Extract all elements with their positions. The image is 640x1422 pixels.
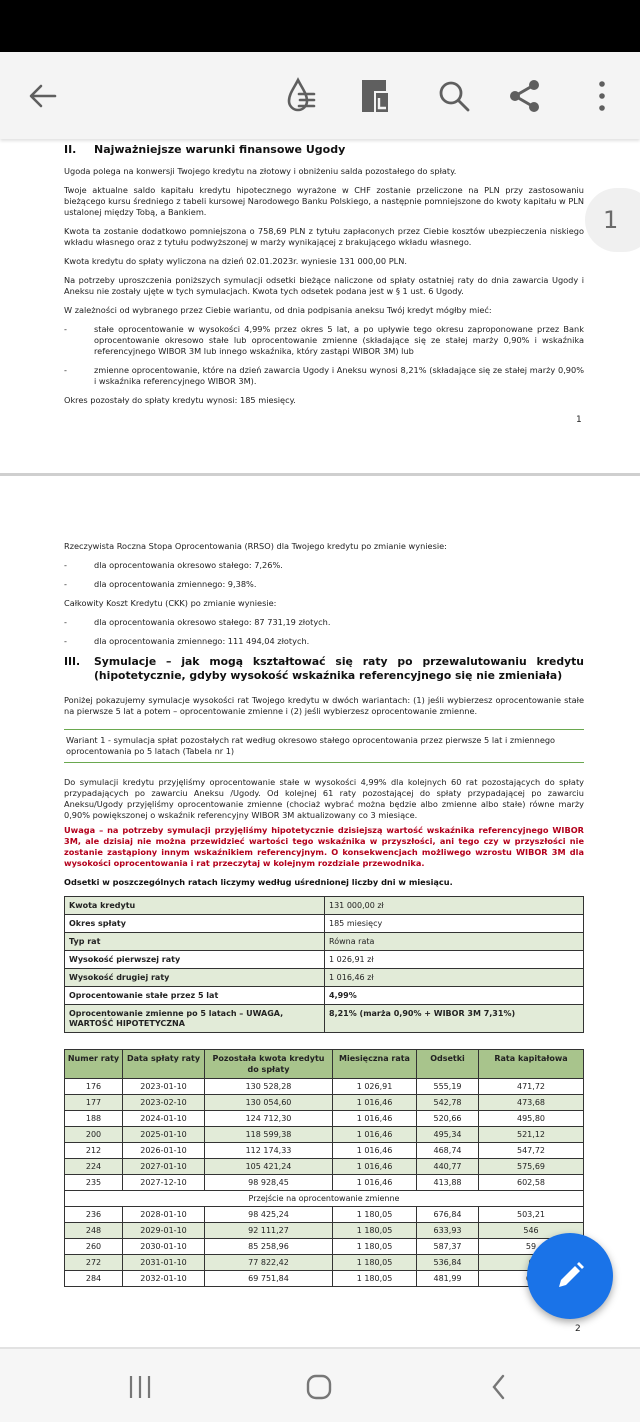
section-number: III. bbox=[64, 655, 81, 668]
table-cell: 2027-12-10 bbox=[123, 1175, 205, 1191]
table-cell: 633,93 bbox=[417, 1223, 479, 1239]
table-cell: 602,58 bbox=[479, 1175, 584, 1191]
column-header: Data spłaty raty bbox=[123, 1050, 205, 1079]
section-ii-heading bbox=[64, 143, 584, 157]
summary-label: Okres spłaty bbox=[65, 915, 325, 933]
summary-label: Oprocentowanie zmienne po 5 latach – UWAGA, WARTOŚĆ HIPOTETYCZNA bbox=[65, 1005, 325, 1033]
table-cell: 1 016,46 bbox=[333, 1127, 417, 1143]
summary-value: Równa rata bbox=[325, 933, 584, 951]
table-row bbox=[65, 933, 584, 951]
table-row bbox=[65, 969, 584, 987]
column-header: Pozostała kwota kredytu do spłaty bbox=[205, 1050, 333, 1079]
column-header: Odsetki bbox=[417, 1050, 479, 1079]
table-cell: 542,78 bbox=[417, 1095, 479, 1111]
table-cell: 471,72 bbox=[479, 1079, 584, 1095]
table-cell: 130 054,60 bbox=[205, 1095, 333, 1111]
summary-label: Typ rat bbox=[65, 933, 325, 951]
table-cell: 236 bbox=[65, 1207, 123, 1223]
table-cell: 85 258,96 bbox=[205, 1239, 333, 1255]
table-cell: 2030-01-10 bbox=[123, 1239, 205, 1255]
table-cell: 112 174,33 bbox=[205, 1143, 333, 1159]
system-navigation-bar bbox=[0, 1347, 640, 1422]
list-item: - stałe oprocentowanie w wysokości 4,99% przez okres 5 lat, a po upływie tego okresu zaproponowane przez Bank oprocentowanie okresowo stałe lub oprocentowanie zmienne (składające się ze stałej marży 0,90% i wskaźnika referencyjnego WIBOR 3M lub innego wskaźnika, który zastąpi WIBOR 3M) lub bbox=[64, 324, 584, 356]
table-cell: 200 bbox=[65, 1127, 123, 1143]
table-row bbox=[65, 1127, 584, 1143]
column-header: Numer raty bbox=[65, 1050, 123, 1079]
table-cell: 521,12 bbox=[479, 1127, 584, 1143]
search-icon[interactable] bbox=[432, 74, 476, 118]
repayment-schedule-table bbox=[64, 1049, 584, 1287]
table-cell: 248 bbox=[65, 1223, 123, 1239]
app-bar bbox=[0, 52, 640, 139]
table-row bbox=[65, 1207, 584, 1223]
table-cell: 2031-01-10 bbox=[123, 1255, 205, 1271]
table-cell: 235 bbox=[65, 1175, 123, 1191]
table-cell: 413,88 bbox=[417, 1175, 479, 1191]
table-row bbox=[65, 897, 584, 915]
summary-value: 131 000,00 zł bbox=[325, 897, 584, 915]
interest-note: Odsetki w poszczególnych ratach liczymy według uśrednionej liczby dni w miesiącu. bbox=[64, 877, 453, 887]
loan-summary-table bbox=[64, 896, 584, 1033]
paragraph: Kwota kredytu do spłaty wyliczona na dzień 02.01.2023r. wyniesie 131 000,00 PLN. bbox=[64, 256, 407, 266]
wariant-1-caption: Wariant 1 - symulacja spłat pozostałych rat według okresowo stałego oprocentowania przez pierwsze 5 lat i zmiennego oprocentowania po 5 latach (Tabela nr 1) bbox=[64, 729, 584, 763]
summary-value: 8,21% (marża 0,90% + WIBOR 3M 7,31%) bbox=[325, 1005, 584, 1033]
table-cell: 520,66 bbox=[417, 1111, 479, 1127]
warning-paragraph: Uwaga – na potrzeby symulacji przyjęliśmy hipotetycznie dzisiejszą wartość wskaźnika referencyjnego WIBOR 3M, ale dzisiaj nie można przewidzieć wartości tego wskaźnika w przyszłości, ani tego czy w przyszłości nie zostanie zastąpiony innym wskaźnikiem referencyjnym. O konsekwencjach możliwego wzrostu WIBOR 3M dla wysokości oprocentowania i rat przeczytaj w kolejnym rozdziale przewodnika. bbox=[64, 825, 584, 868]
table-cell: 575,69 bbox=[479, 1159, 584, 1175]
list-item-text: dla oprocentowania zmiennego: 111 494,04 złotych. bbox=[94, 636, 310, 646]
table-cell: 2028-01-10 bbox=[123, 1207, 205, 1223]
list-item-text: zmienne oprocentowanie, które na dzień zawarcia Ugody i Aneksu wynosi 8,21% (składające się ze stałej marży 0,90% i wskaźnika referencyjnego WIBOR 3M). bbox=[94, 365, 584, 386]
table-cell: 2025-01-10 bbox=[123, 1127, 205, 1143]
share-icon[interactable] bbox=[503, 74, 547, 118]
table-cell: 98 425,24 bbox=[205, 1207, 333, 1223]
section-title: Symulacje – jak mogą kształtować się raty po przewalutowaniu kredytu (hipotetycznie, gdyby wysokość wskaźnika referencyjnego się nie zmieniała) bbox=[94, 655, 584, 682]
table-cell: 1 016,46 bbox=[333, 1143, 417, 1159]
table-cell: 503,21 bbox=[479, 1207, 584, 1223]
page-number: 2 bbox=[575, 1324, 581, 1334]
table-row bbox=[65, 1223, 584, 1239]
table-cell: 69 751,84 bbox=[205, 1271, 333, 1287]
page-indicator-number: 1 bbox=[603, 206, 619, 234]
table-row bbox=[65, 1143, 584, 1159]
pencil-icon bbox=[553, 1259, 587, 1293]
summary-value: 1 016,46 zł bbox=[325, 969, 584, 987]
table-cell: 124 712,30 bbox=[205, 1111, 333, 1127]
table-cell: 59 bbox=[479, 1239, 584, 1255]
list-item-text: dla oprocentowania okresowo stałego: 7,26%. bbox=[94, 560, 283, 570]
table-cell: 676,84 bbox=[417, 1207, 479, 1223]
simulation-intro: Poniżej pokazujemy symulacje wysokości rat Twojego kredytu w dwóch wariantach: (1) jeśli wybierzesz oprocentowanie stałe na pierwsze 5 lat a potem – oprocentowanie zmienne i (2) jeśli wybierzesz oprocentowanie zmienne. bbox=[64, 695, 584, 716]
table-header-row bbox=[65, 1050, 584, 1079]
paragraph: Kwota ta zostanie dodatkowo pomniejszona o 758,69 PLN z tytułu zapłaconych przez Ciebie kosztów ubezpieczenia niskiego wkładu własnego oraz z tytułu podwyższonej w marży wynikającej z brakującego wkładu własnego. bbox=[64, 226, 584, 247]
table-cell: 98 928,45 bbox=[205, 1175, 333, 1191]
table-row bbox=[65, 1079, 584, 1095]
table-row bbox=[65, 1271, 584, 1287]
table-cell: 2027-01-10 bbox=[123, 1159, 205, 1175]
paragraph: Okres pozostały do spłaty kredytu wynosi: 185 miesięcy. bbox=[64, 395, 296, 405]
summary-label: Kwota kredytu bbox=[65, 897, 325, 915]
table-cell: 495,80 bbox=[479, 1111, 584, 1127]
table-cell: 2023-02-10 bbox=[123, 1095, 205, 1111]
table-cell: 188 bbox=[65, 1111, 123, 1127]
table-cell: 468,74 bbox=[417, 1143, 479, 1159]
table-cell: 1 180,05 bbox=[333, 1271, 417, 1287]
document-page-1 bbox=[0, 139, 640, 473]
table-cell: 284 bbox=[65, 1271, 123, 1287]
table-cell: 2029-01-10 bbox=[123, 1223, 205, 1239]
edit-fab-button[interactable] bbox=[527, 1233, 613, 1319]
table-cell: 1 016,46 bbox=[333, 1095, 417, 1111]
summary-label: Wysokość drugiej raty bbox=[65, 969, 325, 987]
ckk-intro: Całkowity Koszt Kredytu (CKK) po zmianie wyniesie: bbox=[64, 598, 277, 608]
back-arrow-icon[interactable] bbox=[21, 74, 65, 118]
table-cell: 481,99 bbox=[417, 1271, 479, 1287]
column-header: Rata kapitałowa bbox=[479, 1050, 584, 1079]
page-2-content bbox=[64, 541, 584, 1287]
page-indicator-badge bbox=[585, 188, 640, 252]
table-cell: 130 528,28 bbox=[205, 1079, 333, 1095]
table-cell: 92 111,27 bbox=[205, 1223, 333, 1239]
table-cell: 1 180,05 bbox=[333, 1239, 417, 1255]
list-item: - dla oprocentowania okresowo stałego: 87 731,19 złotych. bbox=[64, 617, 584, 628]
table-cell: 212 bbox=[65, 1143, 123, 1159]
section-number: II. bbox=[64, 143, 77, 156]
recent-apps-icon[interactable] bbox=[118, 1369, 162, 1405]
summary-label: Wysokość pierwszej raty bbox=[65, 951, 325, 969]
paragraph: Na potrzeby uproszczenia poniższych symulacji odsetki bieżące naliczone od spłaty ostatniej raty do dnia zawarcia Ugody i Aneksu nie zostały ujęte w tych symulacjach. Kwota tych odsetek podana jest w § 1 ust. 6 Ugody. bbox=[64, 275, 584, 296]
document-page-2 bbox=[0, 476, 640, 1347]
table-cell: 105 421,24 bbox=[205, 1159, 333, 1175]
list-item-text: dla oprocentowania okresowo stałego: 87 731,19 złotych. bbox=[94, 617, 331, 627]
table-row bbox=[65, 915, 584, 933]
table-row bbox=[65, 987, 584, 1005]
table-cell: 473,68 bbox=[479, 1095, 584, 1111]
summary-value: 4,99% bbox=[325, 987, 584, 1005]
page-1-content bbox=[64, 143, 584, 414]
table-row bbox=[65, 1159, 584, 1175]
schedule-body bbox=[65, 1079, 584, 1287]
section-iii-heading bbox=[64, 655, 584, 683]
more-options-icon[interactable] bbox=[580, 74, 624, 118]
table-cell: 1 016,46 bbox=[333, 1111, 417, 1127]
rrso-intro: Rzeczywista Roczna Stopa Oprocentowania (RRSO) dla Twojego kredytu po zmianie wyniesie: bbox=[64, 541, 447, 551]
summary-value: 1 026,91 zł bbox=[325, 951, 584, 969]
table-cell: 177 bbox=[65, 1095, 123, 1111]
summary-value: 185 miesięcy bbox=[325, 915, 584, 933]
status-bar bbox=[0, 0, 640, 52]
list-item-text: dla oprocentowania zmiennego: 9,38%. bbox=[94, 579, 257, 589]
list-item: - dla oprocentowania zmiennego: 111 494,04 złotych. bbox=[64, 636, 584, 647]
table-cell: 495,34 bbox=[417, 1127, 479, 1143]
table-cell: 587,37 bbox=[417, 1239, 479, 1255]
table-row bbox=[65, 1175, 584, 1191]
table-row bbox=[65, 1239, 584, 1255]
table-cell: 176 bbox=[65, 1079, 123, 1095]
table-cell: 2032-01-10 bbox=[123, 1271, 205, 1287]
table-row bbox=[65, 1111, 584, 1127]
table-row bbox=[65, 1255, 584, 1271]
table-cell: 536,84 bbox=[417, 1255, 479, 1271]
table-cell: 1 180,05 bbox=[333, 1207, 417, 1223]
list-item: - dla oprocentowania zmiennego: 9,38%. bbox=[64, 579, 584, 590]
table-cell: 260 bbox=[65, 1239, 123, 1255]
transition-row bbox=[65, 1191, 584, 1207]
table-cell: 440,77 bbox=[417, 1159, 479, 1175]
table-row bbox=[65, 1005, 584, 1033]
table-cell: 2023-01-10 bbox=[123, 1079, 205, 1095]
column-header: Miesięczna rata bbox=[333, 1050, 417, 1079]
page-layout-icon[interactable] bbox=[353, 74, 397, 118]
table-row bbox=[65, 1095, 584, 1111]
summary-label: Oprocentowanie stałe przez 5 lat bbox=[65, 987, 325, 1005]
table-cell: 2026-01-10 bbox=[123, 1143, 205, 1159]
list-item: - dla oprocentowania okresowo stałego: 7,26%. bbox=[64, 560, 584, 571]
table-cell: 555,19 bbox=[417, 1079, 479, 1095]
table-cell: 1 026,91 bbox=[333, 1079, 417, 1095]
table-cell: 1 180,05 bbox=[333, 1255, 417, 1271]
list-item: - zmienne oprocentowanie, które na dzień zawarcia Ugody i Aneksu wynosi 8,21% (składające się ze stałej marży 0,90% i wskaźnika referencyjnego WIBOR 3M). bbox=[64, 365, 584, 386]
paragraph: Ugoda polega na konwersji Twojego kredytu na złotowy i obniżeniu salda pozostałego do spłaty. bbox=[64, 166, 457, 176]
table-cell: 546 bbox=[479, 1223, 584, 1239]
table-cell: 2024-01-10 bbox=[123, 1111, 205, 1127]
home-icon[interactable] bbox=[297, 1369, 341, 1405]
section-title: Najważniejsze warunki finansowe Ugody bbox=[94, 143, 346, 156]
back-icon[interactable] bbox=[477, 1369, 521, 1405]
table-cell: 1 016,46 bbox=[333, 1159, 417, 1175]
assumption-paragraph: Do symulacji kredytu przyjęliśmy oprocentowanie stałe w wysokości 4,99% dla kolejnych 60 rat pozostających do spłaty przypadających po zawarciu Aneksu /Ugody. Od kolejnej 61 raty pozostającej do spłaty przypadającej po zawarciu Aneksu/Ugody przyjęliśmy oprocentowanie zmienne (chociaż wybrać można będzie albo zmienne albo stałe) równe marży 0,90% powiększonej o wskaźnik referencyjny WIBOR 3M aktualizowany co 3 miesiące. bbox=[64, 777, 584, 820]
table-row bbox=[65, 951, 584, 969]
table-cell: 118 599,38 bbox=[205, 1127, 333, 1143]
table-cell: 77 822,42 bbox=[205, 1255, 333, 1271]
table-cell: 547,72 bbox=[479, 1143, 584, 1159]
paragraph: W zależności od wybranego przez Ciebie wariantu, od dnia podpisania aneksu Twój kredyt mógłby mieć: bbox=[64, 305, 492, 315]
paragraph: Twoje aktualne saldo kapitału kredytu hipotecznego wyrażone w CHF zostanie przeliczone na PLN przy zastosowaniu bieżącego kursu średniego z tabeli kursowej Narodowego Banku Polskiego, a następnie pomniejszone do kwoty kapitału w PLN ustalonej między Tobą, a Bankiem. bbox=[64, 185, 584, 217]
table-cell: 1 180,05 bbox=[333, 1223, 417, 1239]
table-cell: 272 bbox=[65, 1255, 123, 1271]
table-cell: 224 bbox=[65, 1159, 123, 1175]
list-item-text: stałe oprocentowanie w wysokości 4,99% przez okres 5 lat, a po upływie tego okresu zaproponowane przez Bank oprocentowanie okresowo stałe lub oprocentowanie zmienne (składające się ze stałej marży 0,90% i wskaźnika referencyjnego WIBOR 3M lub innego wskaźnika, który zastąpi WIBOR 3M) lub bbox=[94, 324, 584, 356]
transition-label: Przejście na oprocentowanie zmienne bbox=[65, 1191, 584, 1207]
table-cell: 1 016,46 bbox=[333, 1175, 417, 1191]
page-number: 1 bbox=[576, 415, 582, 425]
reading-mode-icon[interactable] bbox=[280, 74, 324, 118]
